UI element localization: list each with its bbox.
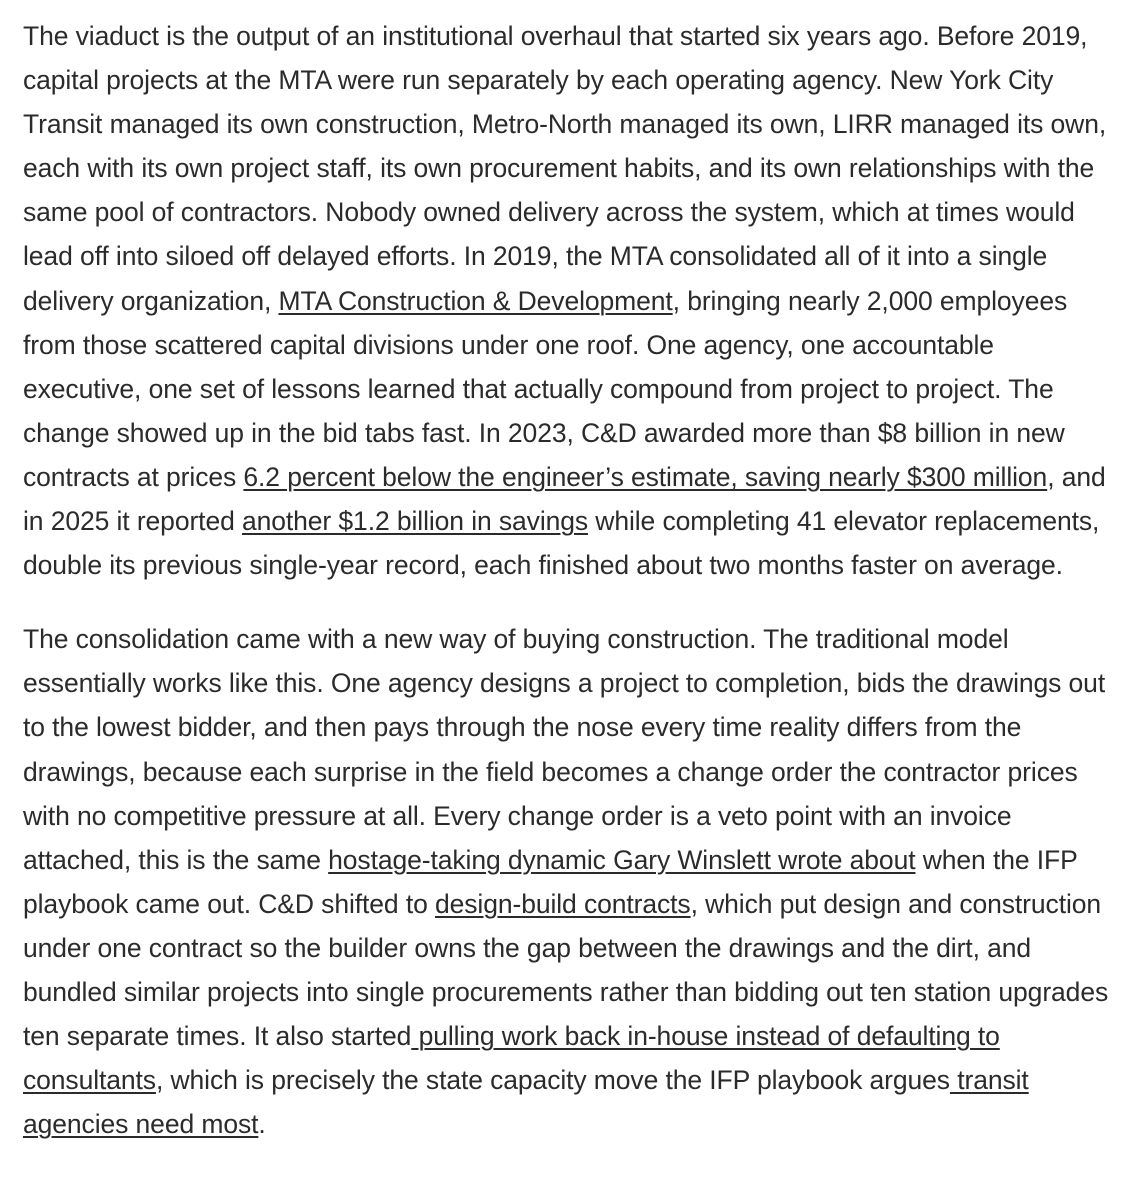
paragraph-text: The viaduct is the output of an institutional overhaul that started six years ago. Before 2019, capital projects at the MTA were run separately by each operating agency. New York City Transit managed its own construction, Metro-North managed its own, LIRR managed its own, each with its own project staff, its own procurement habits, and its own relationships with the same pool of contractors. Nobody owned delivery across the system, which at times would lead off into siloed off delayed efforts. In 2019, the MTA consolidated all of it into a single delivery organization, [23,21,1107,316]
link-pulling-work-in-house[interactable]: pulling work back in-house instead of defaulting to consultants [23,1021,1000,1096]
paragraph-text: while completing 41 elevator replacements, double its previous single-year record, each finished about two months faster on average. [23,506,1100,581]
paragraph-text: , and in 2025 it reported [23,461,1106,537]
link-mta-construction-development[interactable]: MTA Construction & Development [278,285,673,316]
link-below-engineer-estimate[interactable]: 6.2 percent below the engineer’s estimate, saving nearly $300 million [243,461,1048,492]
paragraph-text: . [258,1109,266,1140]
paragraph-text: when the IFP playbook came out. C&D shifted to [23,844,1078,919]
link-another-savings[interactable]: another $1.2 billion in savings [241,506,589,537]
paragraph-text: , bringing nearly 2,000 employees from those scattered capital divisions under one roof. One agency, one accountable executive, one set of lessons learned that actually compound from project to project. The change showed up in the bid tabs fast. In 2023, C&D awarded more than $8 billion in new contracts at prices [23,285,1068,492]
paragraph-procurement-model [23,617,1110,1146]
paragraph-text: , which put design and construction under one contract so the builder owns the gap between the drawings and the dirt, and bundled similar projects into single procurements rather than bidding out ten station upgrades ten separate times. It also started [23,888,1109,1052]
link-transit-agencies-need-most[interactable]: transit agencies need most [23,1065,1029,1140]
paragraph-text: , which is precisely the state capacity move the IFP playbook argues [155,1065,950,1096]
paragraph-consolidation-history [23,14,1110,587]
link-design-build-contracts[interactable]: design-build contracts [434,888,691,919]
paragraph-text: The consolidation came with a new way of buying construction. The traditional model essentially works like this. One agency designs a project to completion, bids the drawings out to the lowest bidder, and then pays through the nose every time reality differs from the drawings, because each surprise in the field becomes a change order the contractor prices with no competitive pressure at all. Every change order is a veto point with an invoice attached, this is the same [23,624,1106,875]
link-hostage-taking-dynamic[interactable]: hostage-taking dynamic Gary Winslett wrote about [328,844,916,875]
